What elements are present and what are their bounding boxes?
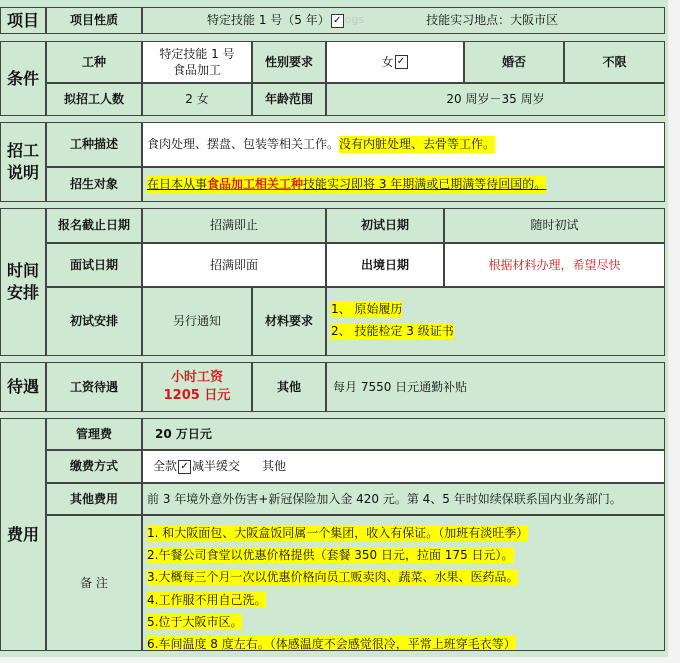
- work-description-highlight: 没有内脏处理、去骨等工作。: [339, 137, 496, 152]
- management-fee-label: 管理费: [46, 418, 142, 450]
- wage-line2: 1205 日元: [163, 388, 231, 403]
- job-type-line1: 特定技能 1 号: [159, 46, 235, 61]
- other-fee-value: 前 3 年境外意外伤害+新冠保险加入金 420 元。第 4、5 年时如续保联系国内业务部门。: [142, 483, 665, 515]
- first-test-plan-label: 初试安排: [46, 287, 142, 356]
- horizontal-scrollbar[interactable]: [0, 657, 668, 663]
- departure-date-value: 根据材料办理，希望尽快: [444, 243, 665, 287]
- target-text-1: 在日本从事: [147, 177, 208, 192]
- work-location: 技能实习地点：大阪市区: [426, 13, 559, 28]
- payment-half: 减半缓交: [192, 459, 241, 474]
- faint-text: ogs: [344, 13, 365, 27]
- gender-value: [326, 41, 464, 83]
- category-project: 项目: [0, 7, 46, 34]
- marital-value: 不限: [564, 41, 665, 83]
- category-description-line1: 招工: [6, 141, 39, 161]
- job-type-line2: 食品加工: [172, 63, 221, 77]
- other-fee-label: 其他费用: [46, 483, 142, 515]
- remark-item: 2.午餐公司食堂以优惠价格提供（套餐 350 日元，拉面 175 日元）。: [147, 548, 514, 563]
- payment-method-value: [142, 450, 665, 483]
- age-range-label: 年龄范围: [252, 83, 326, 116]
- remark-item: 4.工作服不用自己洗。: [147, 592, 267, 607]
- wage-label: 工资待遇: [46, 362, 142, 412]
- target-text-red: 食品加工相关工种: [207, 177, 304, 192]
- remark-item: 5.位于大阪市区。: [147, 614, 243, 629]
- visa-type-text: 特定技能 1 号（5 年）: [207, 13, 330, 28]
- departure-date-label: 出境日期: [326, 243, 444, 287]
- payment-other: 其他: [262, 459, 287, 474]
- age-range-value: 20 周岁－35 周岁: [326, 83, 665, 116]
- category-conditions: 条件: [0, 41, 46, 116]
- first-test-plan-value: 另行通知: [142, 287, 252, 356]
- gender-label: 性别要求: [252, 41, 326, 83]
- category-schedule-line1: 时间: [6, 261, 39, 281]
- work-description-value: [142, 122, 665, 167]
- material-item: 1、 原始履历: [331, 302, 403, 316]
- wage-line1: 小时工资: [170, 370, 223, 386]
- headcount-label: 拟招工人数: [46, 83, 142, 116]
- category-schedule: [0, 208, 46, 356]
- target-label: 招生对象: [46, 167, 142, 202]
- gender-text: 女: [381, 54, 394, 69]
- check-icon: ✓: [395, 55, 408, 69]
- category-schedule-line2: 安排: [6, 283, 39, 302]
- remarks-label: 备 注: [46, 515, 142, 651]
- payment-full: 全款: [153, 459, 178, 474]
- remark-item: 1. 和大阪面包、大阪盒饭同属一个集团，收入有保证。（加班有淡旺季）: [147, 526, 529, 540]
- target-text-2: 技能实习即将 3 年期满或已期满等待回国的。: [303, 177, 547, 192]
- materials-list: [326, 287, 665, 356]
- other-benefit-value: 每月 7550 日元通勤补贴: [326, 362, 665, 412]
- payment-method-label: 缴费方式: [46, 450, 142, 483]
- check-icon: ✓: [178, 460, 191, 474]
- remark-item: 3.大概每三个月一次以优惠价格向员工贩卖肉、蔬菜、水果、医药品。: [147, 570, 519, 585]
- interview-date-value: 招满即面: [142, 243, 326, 287]
- material-item: 2、 技能检定 3 级证书: [331, 324, 454, 339]
- management-fee-value: 20 万日元: [142, 418, 665, 450]
- project-nature-value: [142, 7, 665, 34]
- category-description-line2: 说明: [6, 163, 39, 182]
- work-description-plain: 食肉处理、摆盘、包装等相关工作。: [147, 137, 340, 152]
- deadline-value: 招满即止: [142, 208, 326, 243]
- check-icon: ✓: [331, 14, 344, 28]
- materials-label: 材料要求: [252, 287, 326, 356]
- work-description-label: 工种描述: [46, 122, 142, 167]
- category-treatment: 待遇: [0, 362, 46, 412]
- target-value: [142, 167, 665, 202]
- first-test-date-label: 初试日期: [326, 208, 444, 243]
- interview-date-label: 面试日期: [46, 243, 142, 287]
- vertical-scrollbar[interactable]: [668, 0, 680, 663]
- headcount-value: 2 女: [142, 83, 252, 116]
- remarks-list: [142, 515, 665, 651]
- category-fees: 费用: [0, 418, 46, 651]
- job-type-label: 工种: [46, 41, 142, 83]
- project-nature-label: 项目性质: [46, 7, 142, 34]
- category-description: [0, 122, 46, 202]
- remark-item: 6.车间温度 8 度左右。（体感温度不会感觉很冷，平常上班穿毛衣等）: [147, 636, 516, 651]
- first-test-date-value: 随时初试: [444, 208, 665, 243]
- marital-label: 婚否: [464, 41, 564, 83]
- deadline-label: 报名截止日期: [46, 208, 142, 243]
- other-benefit-label: 其他: [252, 362, 326, 412]
- job-type-value: [142, 41, 252, 83]
- wage-value: [142, 362, 252, 412]
